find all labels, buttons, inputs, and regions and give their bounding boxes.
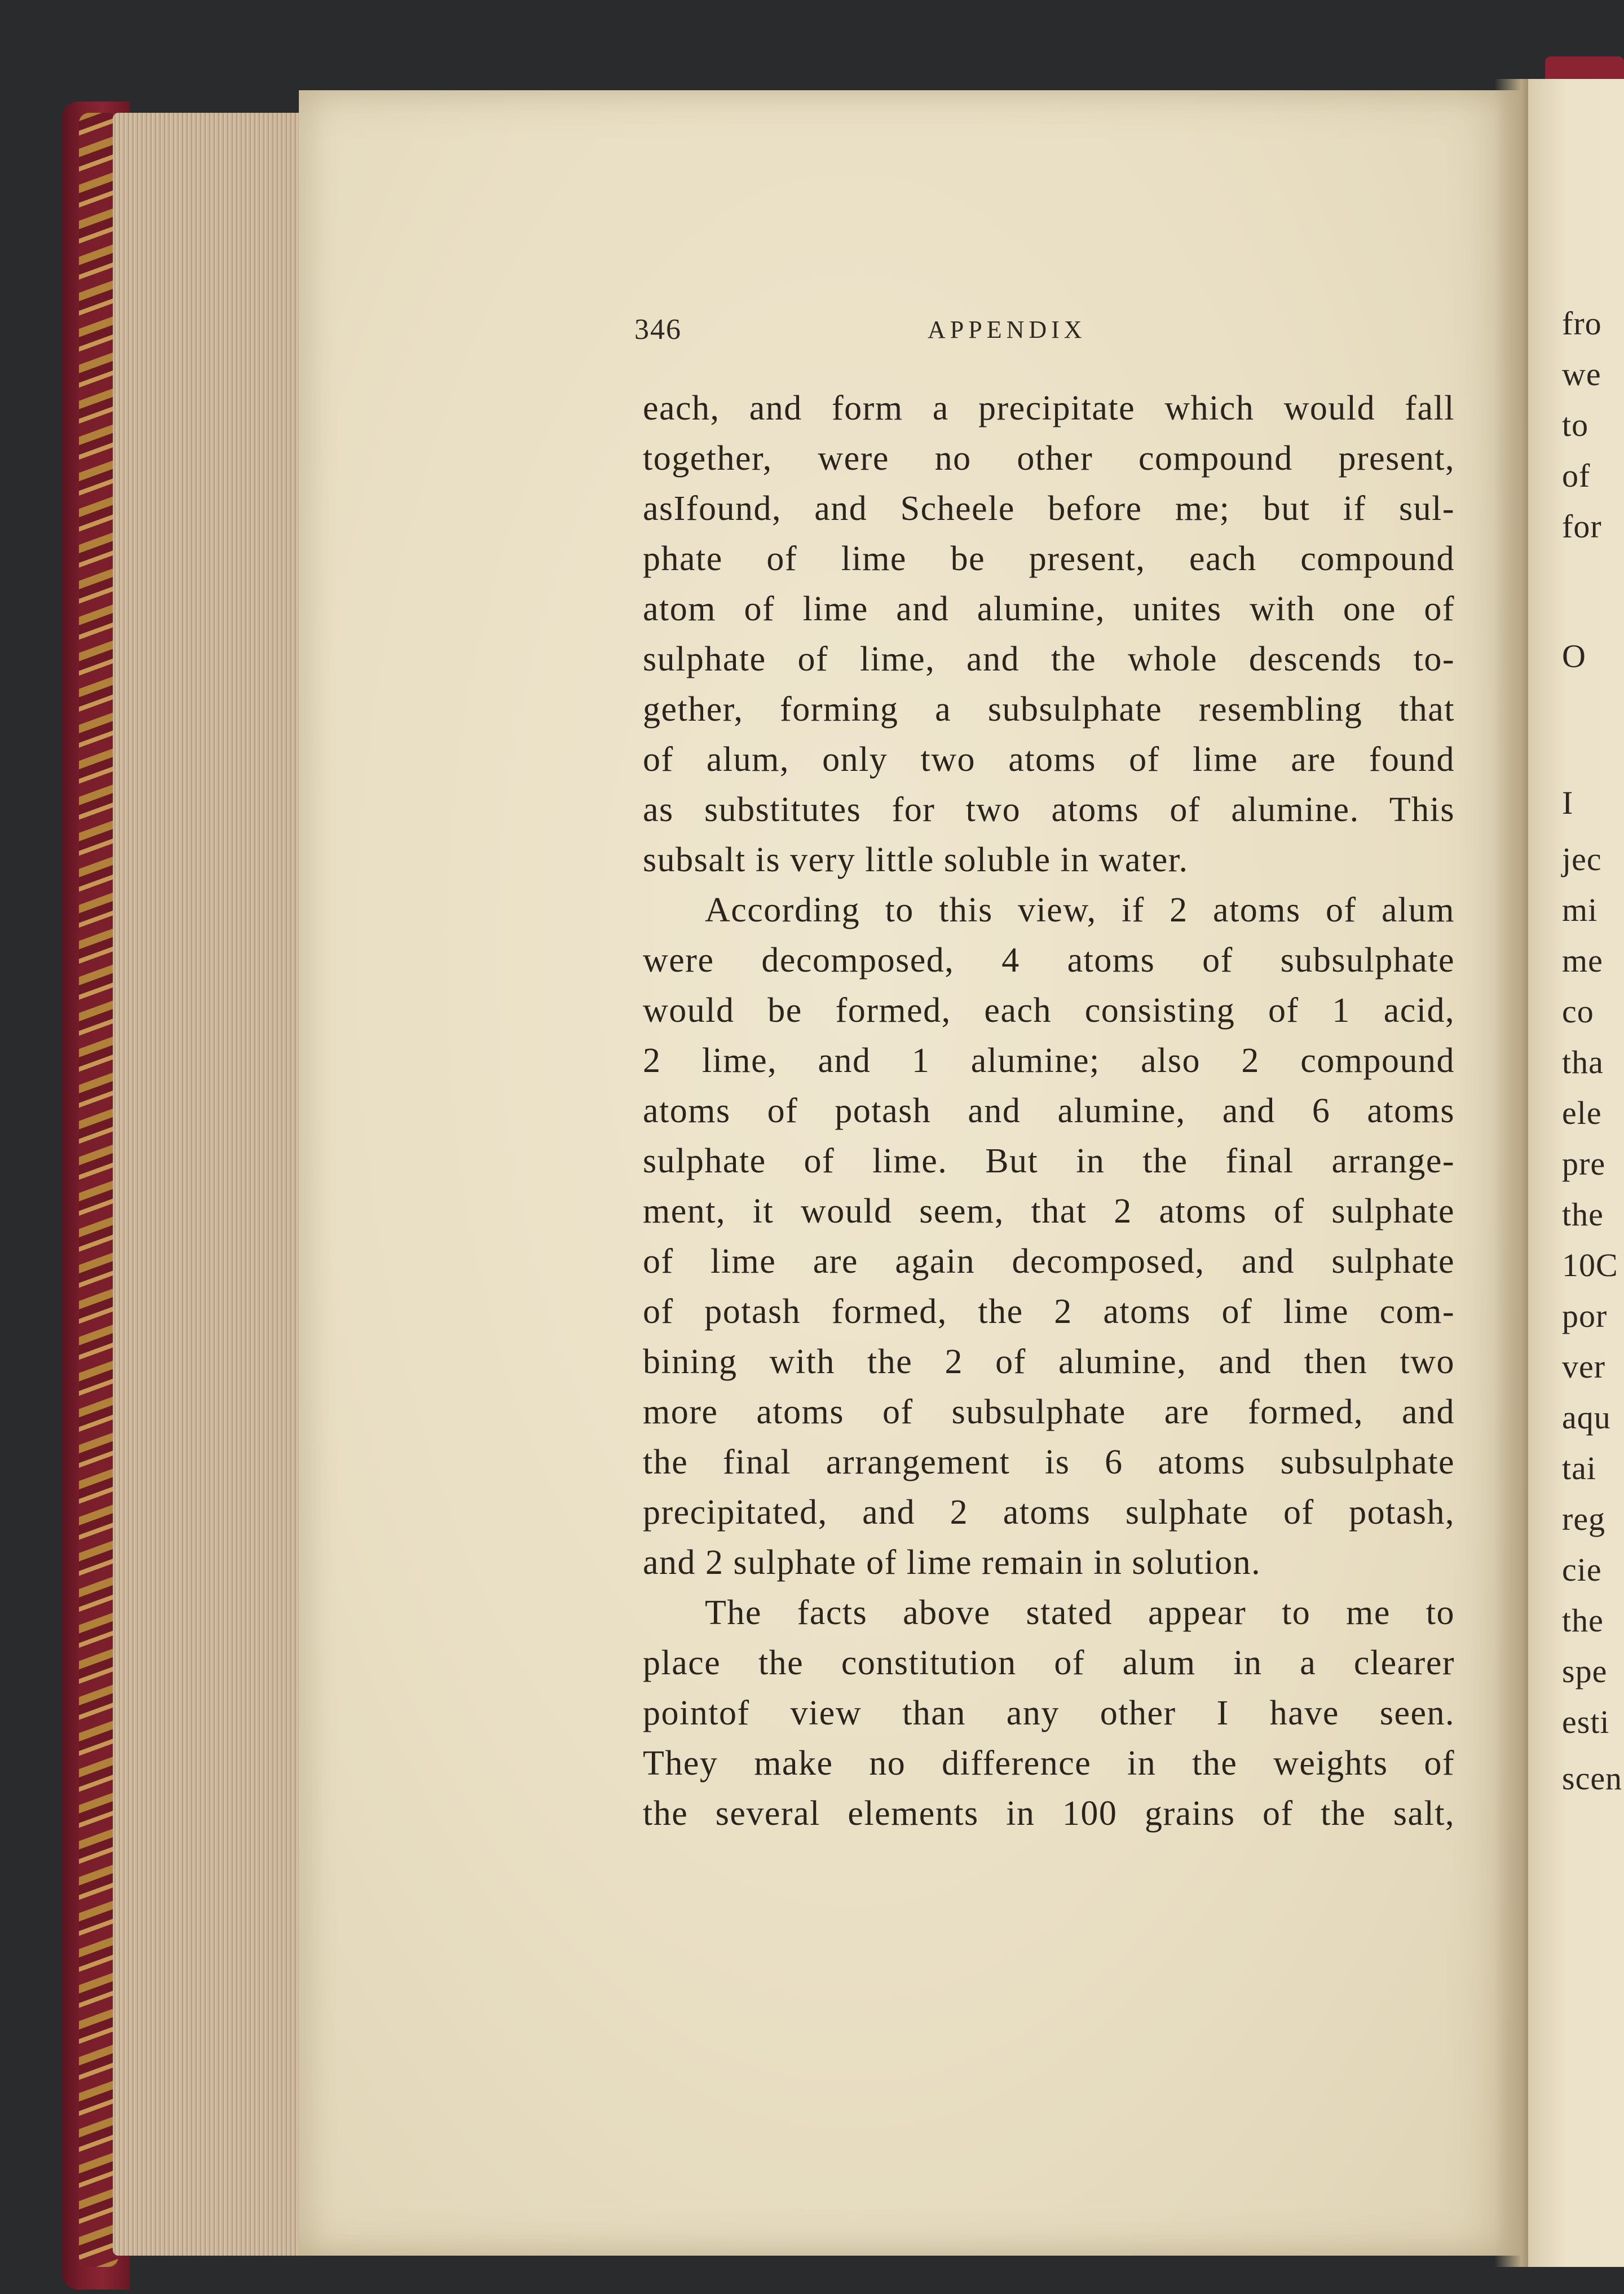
text-line: together, were no other compound present, (643, 439, 1455, 478)
text-line: of lime are again decomposed, and sulphate (643, 1242, 1455, 1281)
text-line: 2 lime, and 1 alumine; also 2 compound (643, 1042, 1455, 1080)
facing-page-fragment: fro (1562, 305, 1602, 342)
text-line: of potash formed, the 2 atoms of lime com- (643, 1292, 1455, 1331)
text-line: each, and form a precipitate which would fall (643, 389, 1455, 427)
facing-page-fragment: spe (1562, 1653, 1608, 1689)
facing-page-fragment: mi (1562, 892, 1598, 928)
text-line: pointof view than any other I have seen. (643, 1694, 1455, 1732)
page-number: 346 (634, 314, 682, 346)
facing-page-fragment: the (1562, 1602, 1604, 1639)
text-line: They make no difference in the weights of (643, 1744, 1455, 1783)
text-line: of alum, only two atoms of lime are found (643, 740, 1455, 779)
text-line: as substitutes for two atoms of alumine. This (643, 791, 1455, 829)
text-line: more atoms of subsulphate are formed, and (643, 1393, 1455, 1431)
text-line: were decomposed, 4 atoms of subsulphate (643, 941, 1455, 980)
facing-page-fragment: esti (1562, 1704, 1610, 1740)
facing-page-fragment: the (1562, 1196, 1604, 1233)
facing-page-fragment: cie (1562, 1551, 1602, 1588)
facing-page-fragment: jec (1562, 841, 1602, 877)
facing-page-fragment: aqu (1562, 1399, 1611, 1436)
facing-page-fragment: O (1562, 638, 1586, 674)
facing-page-fragment: to (1562, 407, 1589, 443)
facing-page-fragment: for (1562, 508, 1602, 545)
text-line: sulphate of lime, and the whole descends to- (643, 640, 1455, 678)
facing-page (1528, 79, 1624, 2267)
text-line: phate of lime be present, each compound (643, 540, 1455, 578)
facing-page-fragment: scen (1562, 1760, 1623, 1797)
text-line: precipitated, and 2 atoms sulphate of potash, (643, 1493, 1455, 1532)
text-line: atom of lime and alumine, unites with one of (643, 590, 1455, 628)
page-edges (113, 113, 304, 2256)
facing-page-fragment: reg (1562, 1501, 1606, 1537)
text-line: and 2 sulphate of lime remain in solution. (643, 1543, 1261, 1582)
text-line: gether, forming a subsulphate resembling that (643, 690, 1455, 729)
facing-page-fragment: I (1562, 784, 1574, 821)
facing-page-fragment: ver (1562, 1348, 1606, 1385)
facing-page-fragment: por (1562, 1298, 1608, 1334)
text-line: According to this view, if 2 atoms of alum (705, 891, 1455, 929)
text-line: asIfound, and Scheele before me; but if sul- (643, 489, 1455, 528)
facing-page-fragment: co (1562, 993, 1594, 1030)
body-text (643, 383, 1455, 1839)
text-line: The facts above stated appear to me to (705, 1594, 1455, 1632)
facing-page-fragment: pre (1562, 1145, 1606, 1182)
text-line: the several elements in 100 grains of the salt, (643, 1794, 1455, 1833)
facing-page-fragment: ele (1562, 1095, 1602, 1131)
text-line: place the constitution of alum in a clearer (643, 1644, 1455, 1682)
running-head: APPENDIX (928, 316, 1087, 343)
page-header (634, 313, 1131, 352)
text-line: subsalt is very little soluble in water. (643, 841, 1189, 879)
text-line: the final arrangement is 6 atoms subsulphate (643, 1443, 1455, 1481)
text-line: ment, it would seem, that 2 atoms of sulphate (643, 1192, 1455, 1230)
facing-page-fragment: me (1562, 942, 1603, 979)
text-line: atoms of potash and alumine, and 6 atoms (643, 1092, 1455, 1130)
text-line: sulphate of lime. But in the final arrange- (643, 1142, 1455, 1180)
text-line: would be formed, each consisting of 1 acid, (643, 991, 1455, 1030)
facing-page-fragment: we (1562, 356, 1601, 392)
facing-page-fragment: of (1562, 457, 1591, 494)
text-line: bining with the 2 of alumine, and then two (643, 1343, 1455, 1381)
facing-page-fragment: tai (1562, 1450, 1596, 1486)
facing-page-fragment: 10C (1562, 1247, 1618, 1283)
facing-page-fragment: tha (1562, 1044, 1604, 1080)
